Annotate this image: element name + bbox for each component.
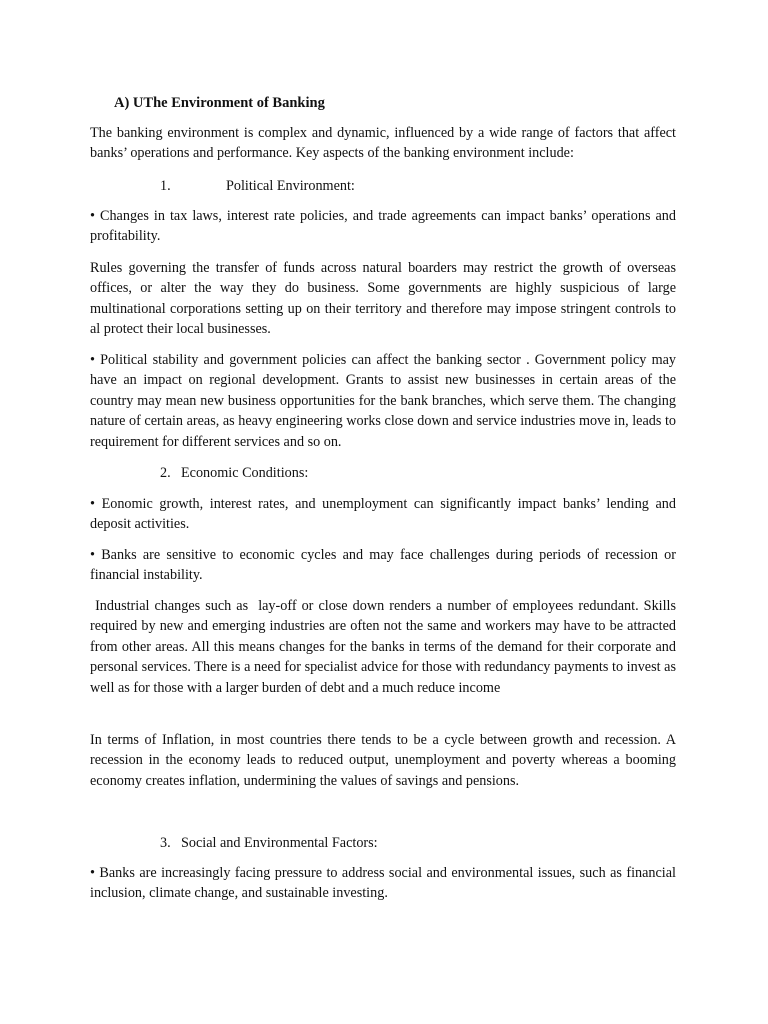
section-3-title: Social and Environmental Factors: bbox=[181, 835, 378, 851]
section-3-paragraph-1: • Banks are increasingly facing pressure to address social and environmental issues, such as financial inclusion, climate change, and sustainable investing. bbox=[90, 865, 676, 902]
section-1-title: Political Environment: bbox=[226, 178, 355, 194]
section-1-paragraph-2: Rules governing the transfer of funds across natural boarders may restrict the growth of overseas offices, or alter the way they do business. Some governments are highly suspicious of large multinational corporations setting up on their territory and therefore may impose stringent controls to al protect their local businesses. bbox=[90, 260, 676, 338]
section-2-paragraph-3: Industrial changes such as lay-off or close down renders a number of employees redundant. Skills required by new and emerging industries are often not the same and workers may have to be attracted from other areas. All this means changes for the banks in terms of the demand for their corporate and personal services. There is a need for specialist advice for those with redundancy payments to invest as well as for those with a larger burden of debt and a much reduce income bbox=[90, 598, 680, 696]
section-2-paragraph-2: • Banks are sensitive to economic cycles and may face challenges during periods of recession or financial instability. bbox=[90, 547, 676, 584]
section-2-number: 2. bbox=[160, 465, 171, 481]
section-1-paragraph-1: • Changes in tax laws, interest rate policies, and trade agreements can impact banks’ operations and profitability. bbox=[90, 208, 676, 245]
section-2-paragraph-4: In terms of Inflation, in most countries there tends to be a cycle between growth and recession. A recession in the economy leads to reduced output, unemployment and poverty whereas a booming economy creates inflation, undermining the values of savings and pensions. bbox=[90, 732, 676, 789]
section-1-number: 1. bbox=[160, 178, 171, 194]
section-3-number: 3. bbox=[160, 835, 171, 851]
section-heading: A) UThe Environment of Banking bbox=[114, 95, 325, 111]
intro-paragraph: The banking environment is complex and dynamic, influenced by a wide range of factors that affect banks’ operations and performance. Key aspects of the banking environment include: bbox=[90, 125, 676, 162]
section-1-paragraph-3: • Political stability and government policies can affect the banking sector . Government policy may have an impact on regional development. Grants to assist new businesses in certain areas of the country may mean new business opportunities for the bank branches, which serve them. The changing nature of certain areas, as heavy engineering works close down and service industries move in, leads to requirement for different services and so on. bbox=[90, 352, 676, 450]
section-2-paragraph-1: • Eonomic growth, interest rates, and unemployment can significantly impact banks’ lending and deposit activities. bbox=[90, 496, 676, 533]
section-2-title: Economic Conditions: bbox=[181, 465, 309, 481]
